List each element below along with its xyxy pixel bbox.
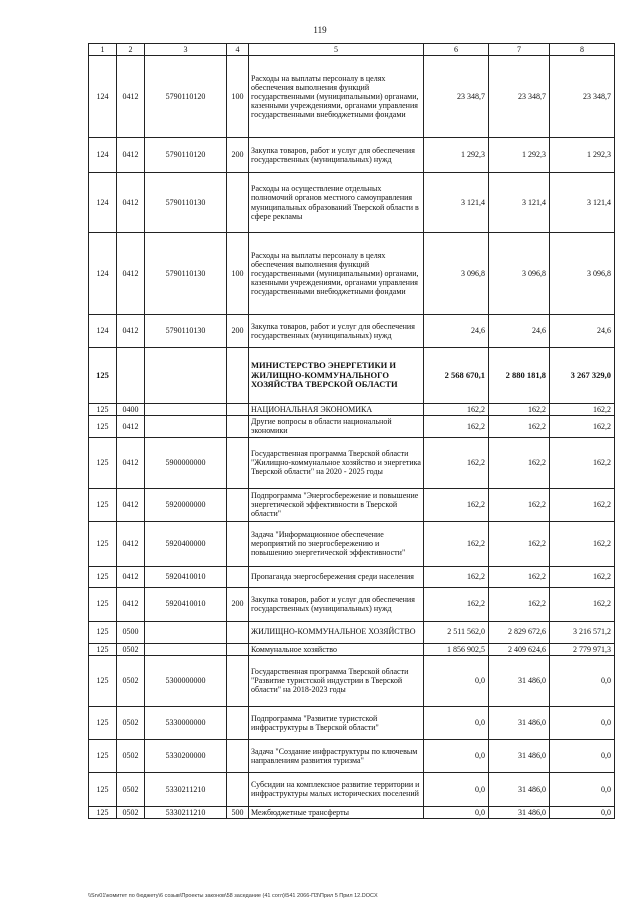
section-code-cell: 0412 — [117, 566, 145, 587]
section-code-cell: 0412 — [117, 233, 145, 315]
admin-code-cell: 125 — [89, 772, 117, 806]
description-cell: Государственная программа Тверской области "Развитие туристской индустрии в Тверской области" на 2018-2023 годы — [249, 655, 424, 706]
description-cell: Межбюджетные трансферты — [249, 806, 424, 818]
table-row — [89, 315, 615, 348]
amount-2022-cell: 31 486,0 — [489, 739, 550, 772]
expense-type-cell: 500 — [227, 806, 249, 818]
admin-code-cell: 124 — [89, 233, 117, 315]
budget-table — [88, 43, 615, 819]
table-row — [89, 173, 615, 233]
table-row — [89, 404, 615, 416]
target-article-cell: 5790110120 — [145, 138, 227, 173]
expense-type-cell: 200 — [227, 138, 249, 173]
table-row — [89, 806, 615, 818]
amount-2022-cell: 162,2 — [489, 521, 550, 566]
admin-code-cell: 125 — [89, 404, 117, 416]
section-code-cell: 0412 — [117, 416, 145, 437]
table-row — [89, 566, 615, 587]
section-code-cell: 0502 — [117, 643, 145, 655]
table-row — [89, 521, 615, 566]
table-row — [89, 655, 615, 706]
admin-code-cell: 125 — [89, 348, 117, 404]
header-cell-6: 6 — [424, 44, 489, 56]
expense-type-cell — [227, 772, 249, 806]
amount-2023-cell: 23 348,7 — [550, 56, 615, 138]
expense-type-cell — [227, 643, 249, 655]
header-cell-3: 3 — [145, 44, 227, 56]
amount-2022-cell: 162,2 — [489, 488, 550, 521]
section-code-cell: 0412 — [117, 437, 145, 488]
target-article-cell — [145, 643, 227, 655]
amount-2022-cell: 24,6 — [489, 315, 550, 348]
header-cell-7: 7 — [489, 44, 550, 56]
amount-2021-cell: 0,0 — [424, 806, 489, 818]
header-cell-5: 5 — [249, 44, 424, 56]
admin-code-cell: 125 — [89, 621, 117, 643]
admin-code-cell: 124 — [89, 56, 117, 138]
header-cell-2: 2 — [117, 44, 145, 56]
table-row — [89, 56, 615, 138]
amount-2022-cell: 3 121,4 — [489, 173, 550, 233]
amount-2023-cell: 0,0 — [550, 655, 615, 706]
header-cell-4: 4 — [227, 44, 249, 56]
amount-2023-cell: 162,2 — [550, 437, 615, 488]
amount-2022-cell: 2 829 672,6 — [489, 621, 550, 643]
description-cell: Задача "Создание инфраструктуры по ключевым направлениям развития туризма" — [249, 739, 424, 772]
page-number: 119 — [313, 25, 327, 35]
target-article-cell: 5790110130 — [145, 173, 227, 233]
target-article-cell — [145, 404, 227, 416]
amount-2021-cell: 0,0 — [424, 739, 489, 772]
section-code-cell: 0502 — [117, 739, 145, 772]
expense-type-cell — [227, 566, 249, 587]
section-code-cell: 0412 — [117, 488, 145, 521]
amount-2023-cell: 24,6 — [550, 315, 615, 348]
section-code-cell: 0412 — [117, 521, 145, 566]
amount-2021-cell: 3 096,8 — [424, 233, 489, 315]
admin-code-cell: 125 — [89, 706, 117, 739]
amount-2021-cell: 0,0 — [424, 772, 489, 806]
target-article-cell: 5920400000 — [145, 521, 227, 566]
admin-code-cell: 125 — [89, 566, 117, 587]
amount-2022-cell: 2 409 624,6 — [489, 643, 550, 655]
admin-code-cell: 125 — [89, 655, 117, 706]
description-cell: Закупка товаров, работ и услуг для обеспечения государственных (муниципальных) нужд — [249, 587, 424, 621]
admin-code-cell: 125 — [89, 587, 117, 621]
expense-type-cell — [227, 416, 249, 437]
table-row — [89, 643, 615, 655]
amount-2023-cell: 0,0 — [550, 806, 615, 818]
admin-code-cell: 124 — [89, 173, 117, 233]
amount-2023-cell: 3 267 329,0 — [550, 348, 615, 404]
table-row — [89, 739, 615, 772]
description-cell: Подпрограмма "Развитие туристской инфраструктуры в Тверской области" — [249, 706, 424, 739]
amount-2022-cell: 2 880 181,8 — [489, 348, 550, 404]
amount-2022-cell: 31 486,0 — [489, 806, 550, 818]
table-row — [89, 233, 615, 315]
section-code-cell: 0412 — [117, 138, 145, 173]
table-row — [89, 488, 615, 521]
description-cell: Закупка товаров, работ и услуг для обеспечения государственных (муниципальных) нужд — [249, 315, 424, 348]
target-article-cell: 5790110130 — [145, 315, 227, 348]
header-row — [89, 44, 615, 56]
amount-2023-cell: 2 779 971,3 — [550, 643, 615, 655]
section-code-cell: 0502 — [117, 655, 145, 706]
expense-type-cell — [227, 348, 249, 404]
table-row — [89, 587, 615, 621]
target-article-cell: 5330000000 — [145, 706, 227, 739]
description-cell: Пропаганда энергосбережения среди населения — [249, 566, 424, 587]
amount-2022-cell: 3 096,8 — [489, 233, 550, 315]
description-cell: Расходы на выплаты персоналу в целях обеспечения выполнения функций государственными (муниципальными) органами, казенными учреждениями, органами управления государственными внебюджетными фондами — [249, 233, 424, 315]
expense-type-cell — [227, 437, 249, 488]
amount-2021-cell: 162,2 — [424, 521, 489, 566]
amount-2022-cell: 162,2 — [489, 587, 550, 621]
expense-type-cell — [227, 621, 249, 643]
section-code-cell — [117, 348, 145, 404]
amount-2021-cell: 23 348,7 — [424, 56, 489, 138]
expense-type-cell — [227, 488, 249, 521]
target-article-cell — [145, 416, 227, 437]
description-cell: Расходы на осуществление отдельных полномочий органов местного самоуправления муниципальных образований Тверской области в сфере рекламы — [249, 173, 424, 233]
amount-2023-cell: 162,2 — [550, 566, 615, 587]
amount-2021-cell: 162,2 — [424, 416, 489, 437]
description-cell: Коммунальное хозяйство — [249, 643, 424, 655]
amount-2023-cell: 3 216 571,2 — [550, 621, 615, 643]
header-cell-8: 8 — [550, 44, 615, 56]
section-code-cell: 0412 — [117, 587, 145, 621]
amount-2021-cell: 162,2 — [424, 587, 489, 621]
admin-code-cell: 124 — [89, 138, 117, 173]
section-code-cell: 0412 — [117, 173, 145, 233]
target-article-cell: 5920000000 — [145, 488, 227, 521]
target-article-cell: 5900000000 — [145, 437, 227, 488]
table-row — [89, 621, 615, 643]
admin-code-cell: 124 — [89, 315, 117, 348]
amount-2021-cell: 0,0 — [424, 655, 489, 706]
target-article-cell: 5300000000 — [145, 655, 227, 706]
description-cell: НАЦИОНАЛЬНАЯ ЭКОНОМИКА — [249, 404, 424, 416]
amount-2021-cell: 162,2 — [424, 404, 489, 416]
admin-code-cell: 125 — [89, 643, 117, 655]
amount-2022-cell: 31 486,0 — [489, 772, 550, 806]
expense-type-cell — [227, 404, 249, 416]
amount-2023-cell: 162,2 — [550, 416, 615, 437]
table-row — [89, 772, 615, 806]
table-row — [89, 348, 615, 404]
expense-type-cell — [227, 706, 249, 739]
expense-type-cell: 200 — [227, 315, 249, 348]
expense-type-cell: 200 — [227, 587, 249, 621]
description-cell: ЖИЛИЩНО-КОММУНАЛЬНОЕ ХОЗЯЙСТВО — [249, 621, 424, 643]
amount-2021-cell: 162,2 — [424, 566, 489, 587]
amount-2021-cell: 162,2 — [424, 488, 489, 521]
section-code-cell: 0500 — [117, 621, 145, 643]
target-article-cell: 5330200000 — [145, 739, 227, 772]
section-code-cell: 0502 — [117, 806, 145, 818]
amount-2023-cell: 162,2 — [550, 521, 615, 566]
amount-2023-cell: 162,2 — [550, 488, 615, 521]
expense-type-cell — [227, 739, 249, 772]
amount-2022-cell: 23 348,7 — [489, 56, 550, 138]
section-code-cell: 0412 — [117, 56, 145, 138]
admin-code-cell: 125 — [89, 488, 117, 521]
expense-type-cell — [227, 173, 249, 233]
amount-2021-cell: 24,6 — [424, 315, 489, 348]
table-row — [89, 416, 615, 437]
amount-2021-cell: 3 121,4 — [424, 173, 489, 233]
description-cell: Расходы на выплаты персоналу в целях обеспечения выполнения функций государственными (муниципальными) органами, казенными учреждениями, органами управления государственными внебюджетными фондами — [249, 56, 424, 138]
section-code-cell: 0400 — [117, 404, 145, 416]
target-article-cell: 5790110130 — [145, 233, 227, 315]
target-article-cell: 5790110120 — [145, 56, 227, 138]
target-article-cell: 5330211210 — [145, 772, 227, 806]
expense-type-cell: 100 — [227, 233, 249, 315]
admin-code-cell: 125 — [89, 437, 117, 488]
amount-2021-cell: 2 511 562,0 — [424, 621, 489, 643]
amount-2021-cell: 1 292,3 — [424, 138, 489, 173]
target-article-cell: 5920410010 — [145, 566, 227, 587]
amount-2023-cell: 1 292,3 — [550, 138, 615, 173]
description-cell: Задача "Информационное обеспечение мероприятий по энергосбережению и повышению энергетической эффективности" — [249, 521, 424, 566]
file-path-footer: \\Srv01\комитет по бюджету\6 созыв\Проекты законов\58 заседание (41 согл)\541 2066-ПЗ\Прил 5 Прил 12.DOCX — [88, 893, 378, 899]
target-article-cell — [145, 621, 227, 643]
amount-2023-cell: 162,2 — [550, 587, 615, 621]
amount-2022-cell: 31 486,0 — [489, 706, 550, 739]
description-cell: Государственная программа Тверской области "Жилищно-коммунальное хозяйство и энергетика Тверской области" на 2020 - 2025 годы — [249, 437, 424, 488]
expense-type-cell: 100 — [227, 56, 249, 138]
amount-2021-cell: 162,2 — [424, 437, 489, 488]
admin-code-cell: 125 — [89, 806, 117, 818]
amount-2022-cell: 31 486,0 — [489, 655, 550, 706]
section-code-cell: 0502 — [117, 706, 145, 739]
header-cell-1: 1 — [89, 44, 117, 56]
amount-2021-cell: 0,0 — [424, 706, 489, 739]
description-cell: Субсидии на комплексное развитие территории и инфраструктуры малых исторических поселений — [249, 772, 424, 806]
amount-2022-cell: 162,2 — [489, 404, 550, 416]
amount-2023-cell: 3 121,4 — [550, 173, 615, 233]
description-cell: Подпрограмма "Энергосбережение и повышение энергетической эффективности в Тверской области" — [249, 488, 424, 521]
table-row — [89, 706, 615, 739]
admin-code-cell: 125 — [89, 521, 117, 566]
amount-2023-cell: 0,0 — [550, 739, 615, 772]
amount-2022-cell: 1 292,3 — [489, 138, 550, 173]
table-row — [89, 437, 615, 488]
amount-2023-cell: 0,0 — [550, 772, 615, 806]
amount-2023-cell: 0,0 — [550, 706, 615, 739]
amount-2022-cell: 162,2 — [489, 416, 550, 437]
description-cell: Другие вопросы в области национальной экономики — [249, 416, 424, 437]
description-cell: МИНИСТЕРСТВО ЭНЕРГЕТИКИ И ЖИЛИЩНО-КОММУНАЛЬНОГО ХОЗЯЙСТВА ТВЕРСКОЙ ОБЛАСТИ — [249, 348, 424, 404]
expense-type-cell — [227, 521, 249, 566]
table-row — [89, 138, 615, 173]
target-article-cell: 5920410010 — [145, 587, 227, 621]
amount-2021-cell: 1 856 902,5 — [424, 643, 489, 655]
target-article-cell: 5330211210 — [145, 806, 227, 818]
amount-2021-cell: 2 568 670,1 — [424, 348, 489, 404]
amount-2022-cell: 162,2 — [489, 437, 550, 488]
admin-code-cell: 125 — [89, 416, 117, 437]
section-code-cell: 0412 — [117, 315, 145, 348]
amount-2023-cell: 3 096,8 — [550, 233, 615, 315]
amount-2022-cell: 162,2 — [489, 566, 550, 587]
target-article-cell — [145, 348, 227, 404]
amount-2023-cell: 162,2 — [550, 404, 615, 416]
admin-code-cell: 125 — [89, 739, 117, 772]
description-cell: Закупка товаров, работ и услуг для обеспечения государственных (муниципальных) нужд — [249, 138, 424, 173]
expense-type-cell — [227, 655, 249, 706]
section-code-cell: 0502 — [117, 772, 145, 806]
